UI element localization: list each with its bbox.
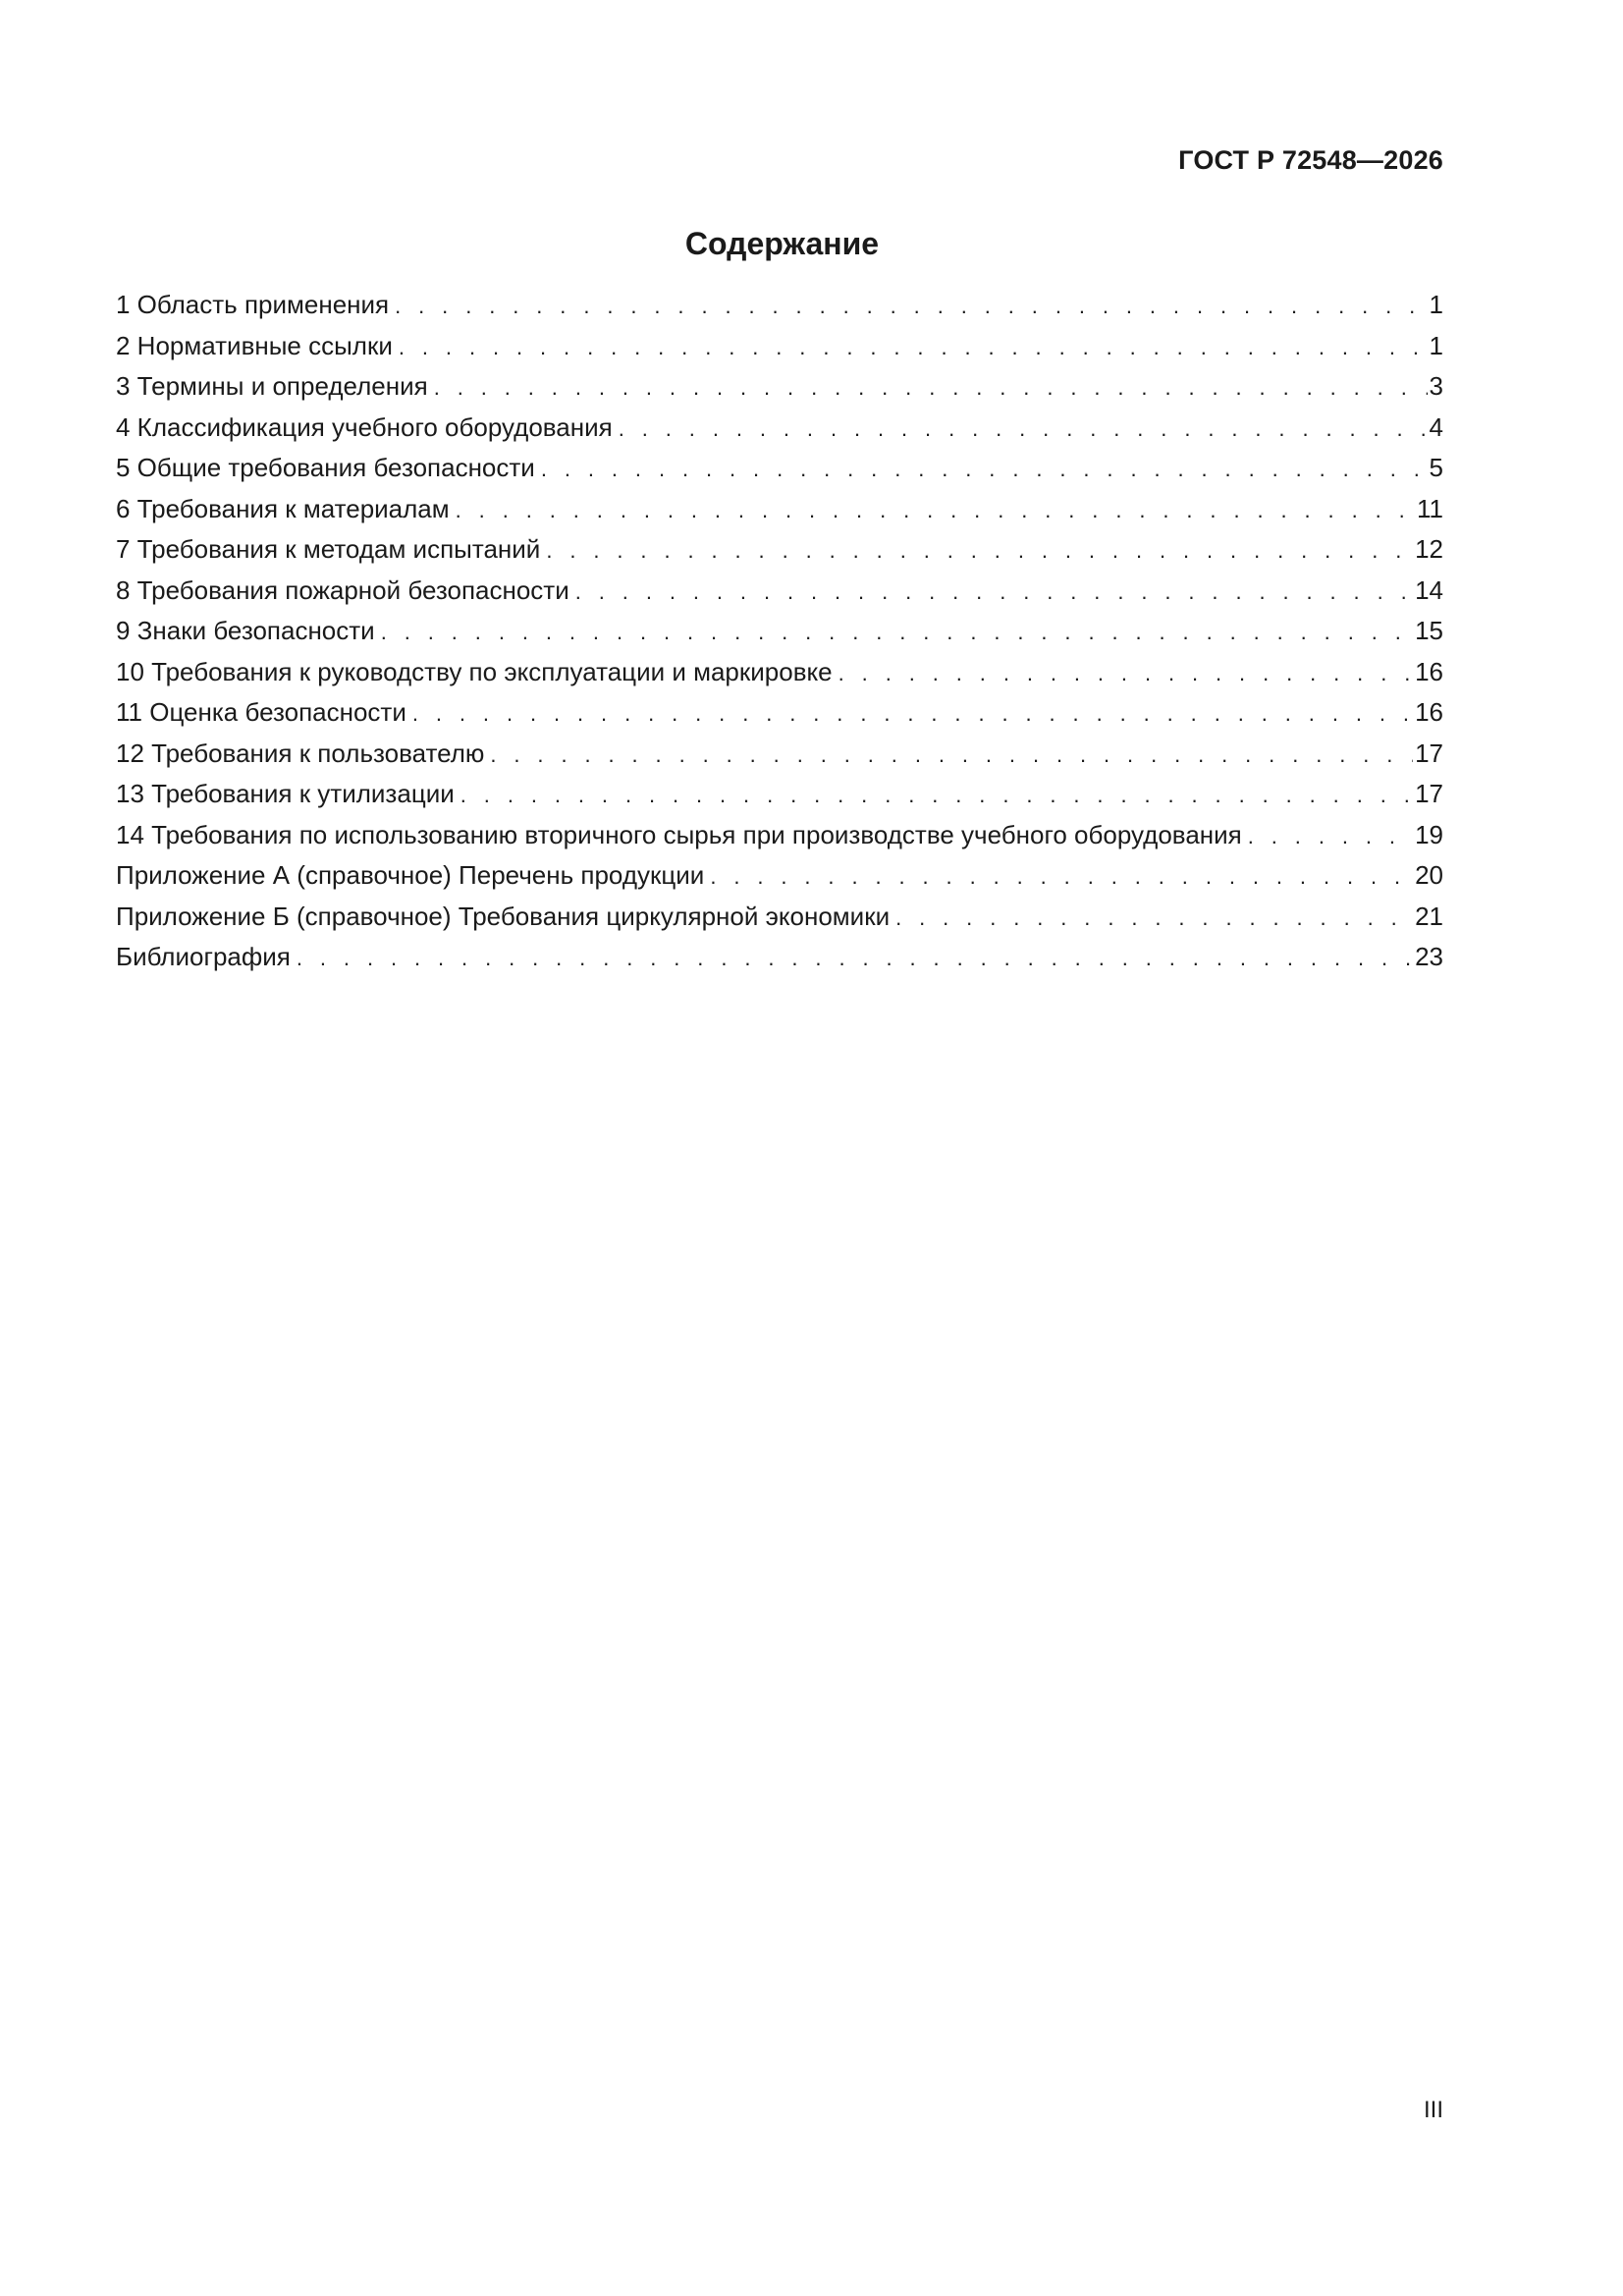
toc-entry-label: Приложение А (справочное) Перечень продукции (116, 860, 705, 890)
toc-entry-label: 5 Общие требования безопасности (116, 453, 535, 482)
toc-entry-label: 1 Область применения (116, 290, 390, 319)
toc-dot-leader (297, 938, 1413, 979)
toc-entry-label: Библиография (116, 942, 291, 971)
toc-entry[interactable] (116, 897, 1443, 938)
toc-dot-leader (1248, 816, 1413, 857)
toc-entry[interactable] (116, 855, 1443, 897)
toc-title: Содержание (684, 226, 880, 261)
toc-entry[interactable] (116, 774, 1443, 815)
toc-entry-page: 16 (1415, 697, 1443, 727)
toc-entry[interactable] (116, 734, 1443, 775)
toc-dot-leader (395, 286, 1427, 327)
toc-entry-page: 1 (1429, 330, 1443, 360)
toc-entry-page: 19 (1415, 819, 1443, 849)
toc-entry[interactable] (116, 571, 1443, 612)
toc-dot-leader (456, 490, 1415, 531)
toc-dot-leader (412, 693, 1413, 735)
toc-dot-leader (619, 409, 1428, 450)
toc-dot-leader (541, 449, 1428, 490)
toc-dot-leader (575, 572, 1413, 613)
toc-dot-leader (399, 327, 1428, 368)
toc-entry-label: 8 Требования пожарной безопасности (116, 574, 569, 605)
toc-entry-label: 2 Нормативные ссылки (116, 330, 393, 360)
toc-entry[interactable] (116, 448, 1443, 489)
toc-entry[interactable] (116, 815, 1443, 856)
toc-dot-leader (381, 612, 1413, 653)
toc-entry-label: 9 Знаки безопасности (116, 616, 375, 645)
toc-entry[interactable] (116, 529, 1443, 571)
toc-entry[interactable] (116, 652, 1443, 693)
toc-entry-page: 3 (1429, 371, 1443, 401)
toc-dot-leader (710, 856, 1413, 898)
toc-entry[interactable] (116, 366, 1443, 408)
toc-entry-page: 1 (1429, 290, 1443, 319)
toc-entry-page: 16 (1415, 656, 1443, 686)
table-of-contents (116, 285, 1443, 978)
toc-entry-page: 17 (1415, 738, 1443, 768)
toc-entry[interactable] (116, 285, 1443, 326)
toc-entry[interactable] (116, 489, 1443, 530)
toc-dot-leader (546, 530, 1413, 572)
toc-dot-leader (460, 775, 1413, 816)
toc-entry[interactable] (116, 611, 1443, 652)
toc-entry-page: 23 (1415, 942, 1443, 971)
toc-entry-page: 17 (1415, 779, 1443, 808)
toc-entry[interactable] (116, 326, 1443, 367)
toc-entry-label: 13 Требования к утилизации (116, 779, 455, 808)
toc-entry-page: 12 (1415, 534, 1443, 564)
toc-entry-label: 10 Требования к руководству по эксплуатации и маркировке (116, 656, 833, 686)
toc-dot-leader (490, 735, 1413, 776)
toc-entry-page: 21 (1415, 901, 1443, 931)
page-number: III (1423, 2097, 1443, 2123)
toc-entry-label: 11 Оценка безопасности (116, 697, 406, 727)
toc-entry-page: 11 (1417, 493, 1443, 523)
toc-entry-label: 4 Классификация учебного оборудования (116, 411, 613, 442)
toc-dot-leader (895, 898, 1413, 939)
toc-entry-label: 12 Требования к пользователю (116, 738, 485, 768)
document-code: ГОСТ Р 72548—2026 (1178, 145, 1443, 175)
toc-entry-label: 7 Требования к методам испытаний (116, 534, 541, 564)
toc-entry-page: 20 (1415, 860, 1443, 890)
toc-entry-label: 14 Требования по использованию вторичного сырья при производстве учебного оборудования (116, 819, 1242, 849)
toc-entry-page: 14 (1415, 574, 1443, 605)
toc-entry-label: 3 Термины и определения (116, 371, 428, 401)
toc-entry[interactable] (116, 692, 1443, 734)
toc-dot-leader (839, 653, 1413, 694)
toc-entry-page: 5 (1429, 453, 1443, 482)
toc-entry-label: 6 Требования к материалам (116, 493, 450, 523)
toc-entry-page: 15 (1415, 616, 1443, 645)
toc-entry[interactable] (116, 937, 1443, 978)
toc-entry[interactable] (116, 408, 1443, 449)
toc-entry-page: 4 (1429, 411, 1443, 442)
toc-entry-label: Приложение Б (справочное) Требования циркулярной экономики (116, 901, 891, 931)
toc-dot-leader (434, 367, 1428, 409)
